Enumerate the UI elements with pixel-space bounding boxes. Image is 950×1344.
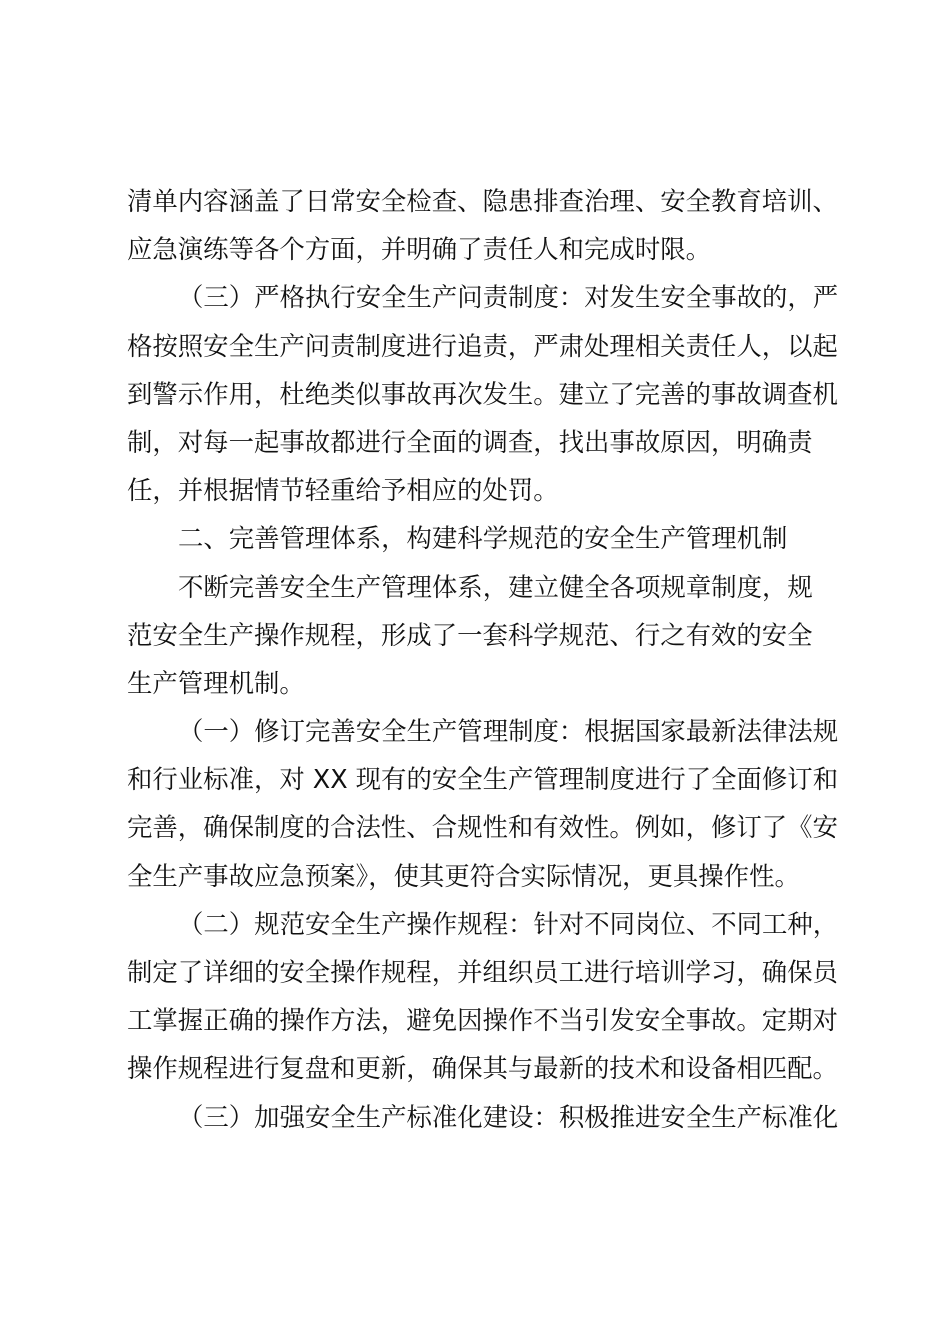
text-line: 应急演练等各个方面，并明确了责任人和完成时限。	[127, 234, 711, 265]
text-line: 清单内容涵盖了日常安全检查、隐患排查治理、安全教育培训、	[127, 186, 838, 216]
text-line: 和行业标准，对 XX 现有的安全生产管理制度进行了全面修订和	[127, 764, 839, 795]
text-line: （三）加强安全生产标准化建设：积极推进安全生产标准化	[178, 1101, 839, 1132]
text-line: 制，对每一起事故都进行全面的调查，找出事故原因，明确责	[127, 426, 813, 457]
text-line: 不断完善安全生产管理体系，建立健全各项规章制度，规	[178, 571, 813, 602]
text-line: 全生产事故应急预案》，使其更符合实际情况，更具操作性。	[127, 860, 800, 891]
text-line: （一）修订完善安全生产管理制度：根据国家最新法律法规	[178, 716, 839, 747]
text-line: 到警示作用，杜绝类似事故再次发生。建立了完善的事故调查机	[127, 378, 838, 409]
text-line: 完善，确保制度的合法性、合规性和有效性。例如，修订了《安	[127, 812, 838, 843]
text-line: 制定了详细的安全操作规程，并组织员工进行培训学习，确保员	[127, 957, 838, 987]
text-line: （三）严格执行安全生产问责制度：对发生安全事故的，严	[178, 282, 839, 313]
text-line: （二）规范安全生产操作规程：针对不同岗位、不同工种，	[178, 908, 839, 939]
text-line: 工掌握正确的操作方法，避免因操作不当引发安全事故。定期对	[127, 1005, 838, 1036]
document-body	[127, 177, 839, 1141]
text-line: 范安全生产操作规程，形成了一套科学规范、行之有效的安全	[127, 619, 813, 650]
text-line: 任，并根据情节轻重给予相应的处罚。	[127, 475, 559, 506]
text-line: 生产管理机制。	[127, 667, 305, 698]
section-heading: 二、完善管理体系，构建科学规范的安全生产管理机制	[178, 523, 788, 554]
text-line: 格按照安全生产问责制度进行追责，严肃处理相关责任人，以起	[127, 330, 838, 361]
text-line: 操作规程进行复盘和更新，确保其与最新的技术和设备相匹配。	[127, 1053, 838, 1084]
